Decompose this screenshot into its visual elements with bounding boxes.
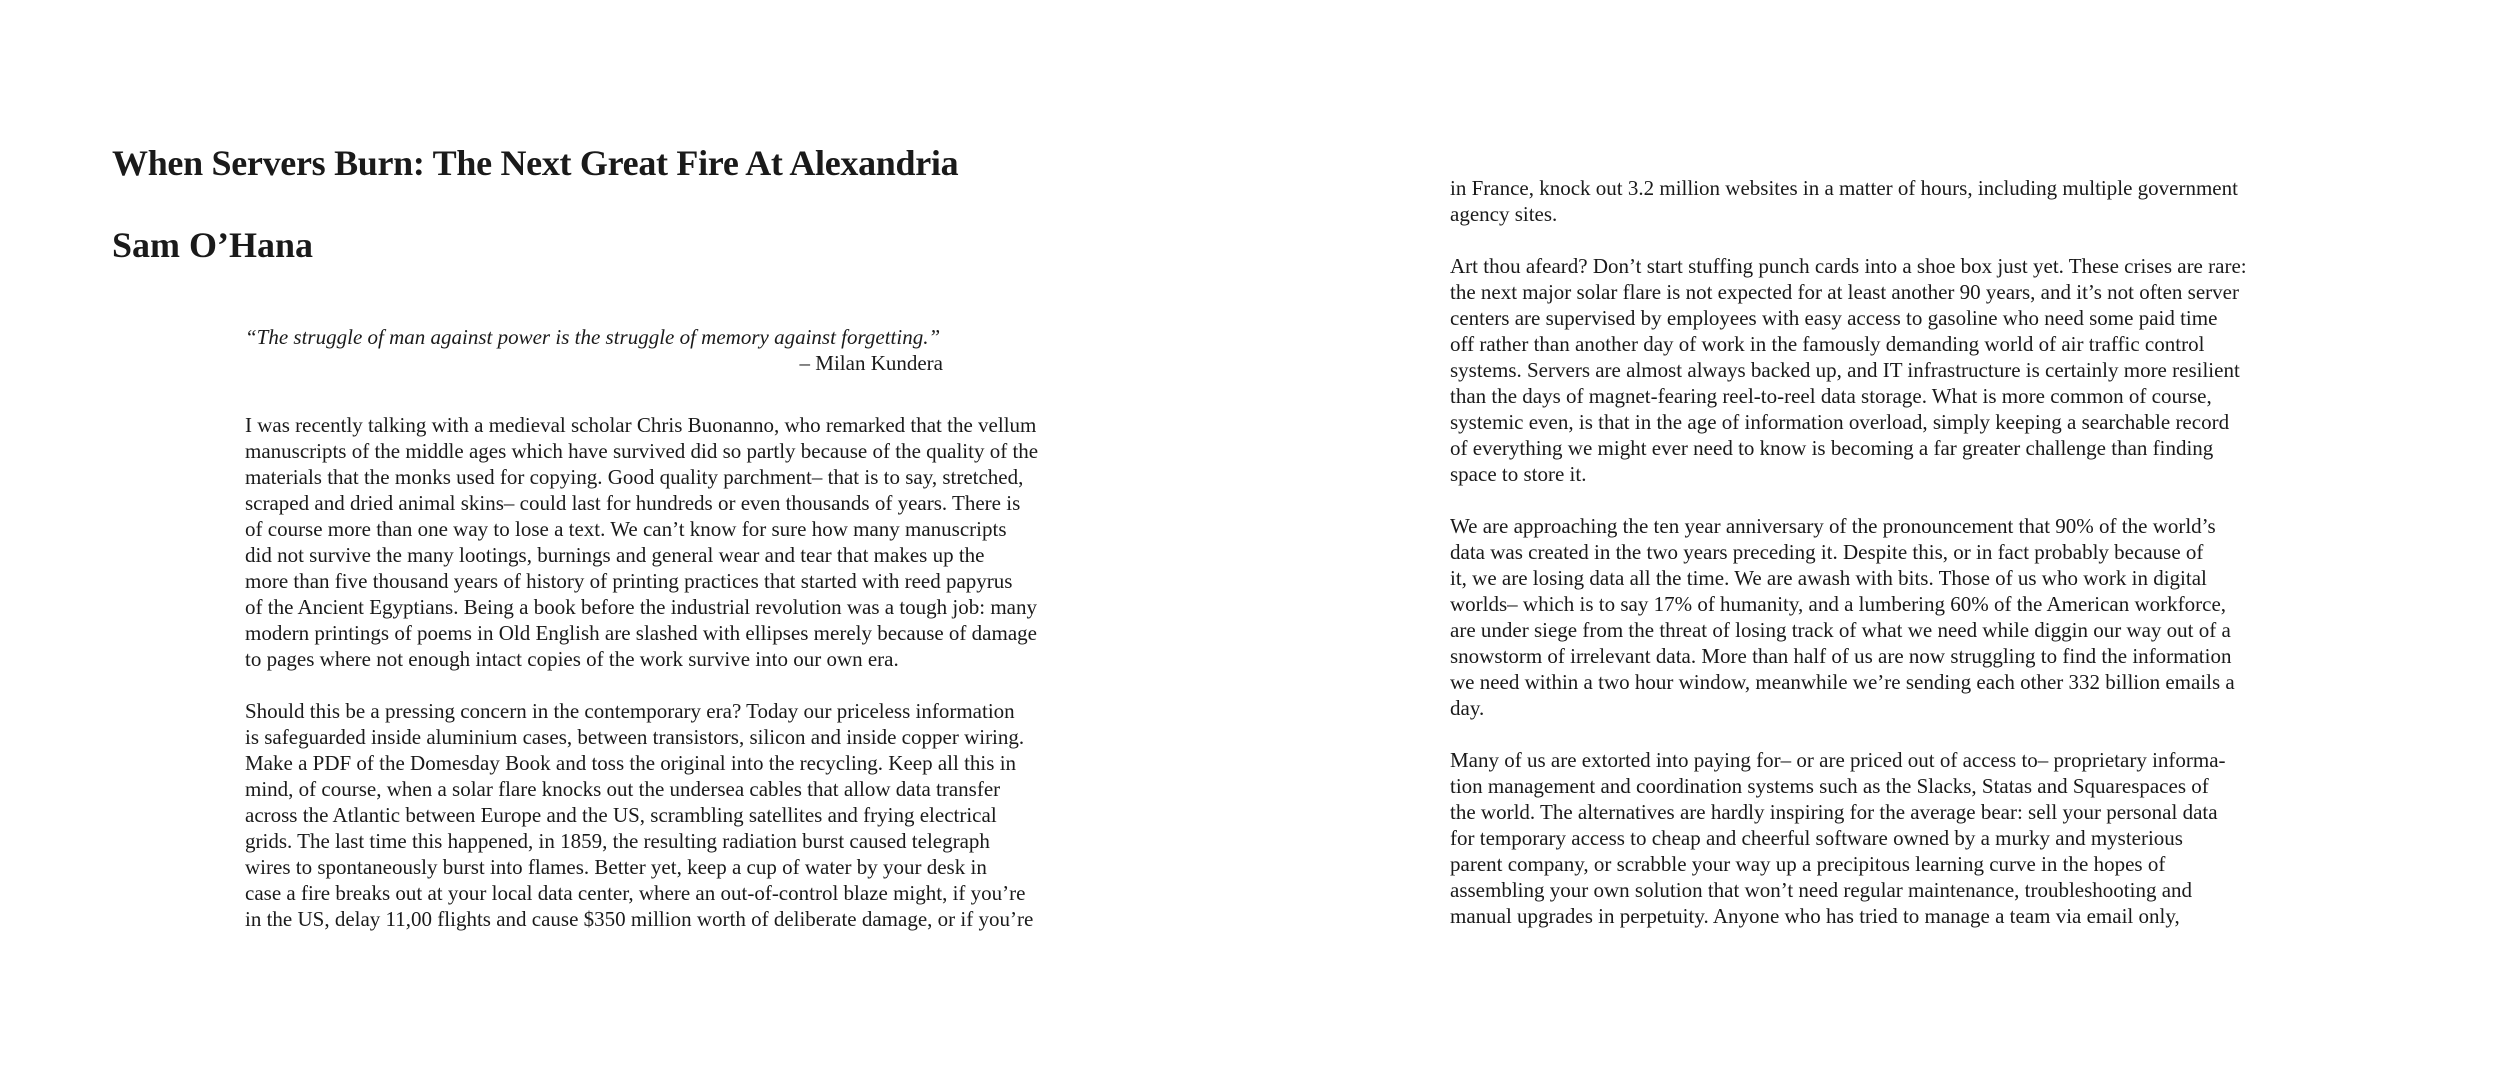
text-line: of everything we might ever need to know is becoming a far greater challenge than finding xyxy=(1450,436,2214,460)
paragraph xyxy=(1450,175,2280,227)
article-author: Sam O’Hana xyxy=(112,225,314,265)
text-line: grids. The last time this happened, in 1859, the resulting radiation burst caused telegraph xyxy=(245,829,990,853)
paragraph xyxy=(245,412,1075,672)
text-line: across the Atlantic between Europe and the US, scrambling satellites and frying electrical xyxy=(245,803,997,827)
text-line: systems. Servers are almost always backed up, and IT infrastructure is certainly more resilient xyxy=(1450,358,2240,382)
text-line: in the US, delay 11,00 flights and cause $350 million worth of deliberate damage, or if you’re xyxy=(245,907,1034,931)
text-line: case a fire breaks out at your local data center, where an out-of-control blaze might, if you’re xyxy=(245,881,1026,905)
text-line: than the days of magnet-fearing reel-to-reel data storage. What is more common of course, xyxy=(1450,384,2212,408)
text-line: manual upgrades in perpetuity. Anyone who has tried to manage a team via email only, xyxy=(1450,904,2180,928)
text-line: mind, of course, when a solar flare knocks out the undersea cables that allow data transfer xyxy=(245,777,1001,801)
text-line: the next major solar flare is not expected for at least another 90 years, and it’s not often server xyxy=(1450,280,2239,304)
epigraph-quote: “The struggle of man against power is the struggle of memory against forgetting.” xyxy=(245,325,941,349)
text-line: tion management and coordination systems such as the Slacks, Statas and Squarespaces of xyxy=(1450,774,2209,798)
left-column xyxy=(245,412,1075,958)
text-line: we need within a two hour window, meanwhile we’re sending each other 332 billion emails a xyxy=(1450,670,2235,694)
text-line: in France, knock out 3.2 million websites in a matter of hours, including multiple government xyxy=(1450,176,2238,200)
text-line: scraped and dried animal skins– could last for hundreds or even thousands of years. There is xyxy=(245,491,1021,515)
text-line: data was created in the two years preceding it. Despite this, or in fact probably because of xyxy=(1450,540,2204,564)
text-line: parent company, or scrabble your way up a precipitous learning curve in the hopes of xyxy=(1450,852,2166,876)
article-title: When Servers Burn: The Next Great Fire At Alexandria xyxy=(112,143,959,183)
right-column xyxy=(1450,175,2280,955)
text-line: Make a PDF of the Domesday Book and toss the original into the recycling. Keep all this in xyxy=(245,751,1017,775)
text-line: agency sites. xyxy=(1450,202,1558,226)
text-line: of the Ancient Egyptians. Being a book before the industrial revolution was a tough job: many xyxy=(245,595,1038,619)
paragraph xyxy=(1450,253,2280,487)
epigraph xyxy=(245,324,943,376)
text-line: did not survive the many lootings, burnings and general wear and tear that makes up the xyxy=(245,543,985,567)
text-line: are under siege from the threat of losing track of what we need while diggin our way out of a xyxy=(1450,618,2231,642)
text-line: assembling your own solution that won’t need regular maintenance, troubleshooting and xyxy=(1450,878,2193,902)
text-line: more than five thousand years of history of printing practices that started with reed papyrus xyxy=(245,569,1013,593)
text-line: systemic even, is that in the age of information overload, simply keeping a searchable record xyxy=(1450,410,2230,434)
text-line: Should this be a pressing concern in the contemporary era? Today our priceless information xyxy=(245,699,1015,723)
paragraph xyxy=(1450,747,2280,929)
text-line: Art thou afeard? Don’t start stuffing punch cards into a shoe box just yet. These crises are rare: xyxy=(1450,254,2247,278)
right-page xyxy=(1250,0,2500,1071)
text-line: modern printings of poems in Old English are slashed with ellipses merely because of damage xyxy=(245,621,1037,645)
text-line: for temporary access to cheap and cheerful software owned by a murky and mysterious xyxy=(1450,826,2183,850)
text-line: materials that the monks used for copying. Good quality parchment– that is to say, stretched, xyxy=(245,465,1024,489)
paragraph xyxy=(1450,513,2280,721)
text-line: off rather than another day of work in the famously demanding world of air traffic control xyxy=(1450,332,2205,356)
text-line: centers are supervised by employees with easy access to gasoline who need some paid time xyxy=(1450,306,2218,330)
paragraph xyxy=(245,698,1075,932)
text-line: snowstorm of irrelevant data. More than half of us are now struggling to find the information xyxy=(1450,644,2232,668)
epigraph-attribution: – Milan Kundera xyxy=(799,351,943,375)
text-line: of course more than one way to lose a text. We can’t know for sure how many manuscripts xyxy=(245,517,1007,541)
text-line: wires to spontaneously burst into flames. Better yet, keep a cup of water by your desk in xyxy=(245,855,987,879)
text-line: worlds– which is to say 17% of humanity, and a lumbering 60% of the American workforce, xyxy=(1450,592,2227,616)
text-line: it, we are losing data all the time. We are awash with bits. Those of us who work in digital xyxy=(1450,566,2207,590)
text-line: We are approaching the ten year anniversary of the pronouncement that 90% of the world’s xyxy=(1450,514,2216,538)
text-line: day. xyxy=(1450,696,1485,720)
text-line: I was recently talking with a medieval scholar Chris Buonanno, who remarked that the vellum xyxy=(245,413,1037,437)
text-line: the world. The alternatives are hardly inspiring for the average bear: sell your personal data xyxy=(1450,800,2218,824)
text-line: manuscripts of the middle ages which have survived did so partly because of the quality of the xyxy=(245,439,1039,463)
text-line: is safeguarded inside aluminium cases, between transistors, silicon and inside copper wiring. xyxy=(245,725,1025,749)
text-line: Many of us are extorted into paying for– or are priced out of access to– proprietary informa- xyxy=(1450,748,2226,772)
text-line: space to store it. xyxy=(1450,462,1587,486)
text-line: to pages where not enough intact copies of the work survive into our own era. xyxy=(245,647,899,671)
